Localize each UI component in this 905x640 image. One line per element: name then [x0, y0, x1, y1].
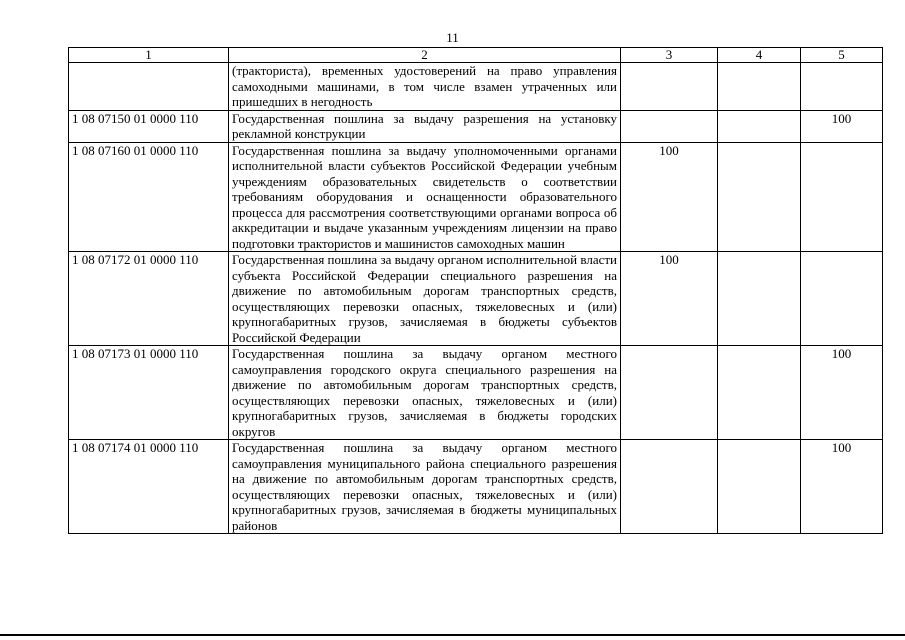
row-description: Государственная пошлина за выдачу разрешения на установку рекламной конструкции — [229, 110, 621, 142]
header-col-1: 1 — [69, 48, 229, 63]
row-description: Государственная пошлина за выдачу органом исполнительной власти субъекта Российской Федерации специального разрешения на движение по автомобильным дорогам транспортных средств, осуществляющих перевозки опасных, тяжеловесных и (или) крупногабаритных грузов, зачисляемая в бюджеты субъектов Российской Федерации — [229, 252, 621, 346]
table-row — [69, 142, 883, 252]
row-description: Государственная пошлина за выдачу органом местного самоуправления муниципального района специального разрешения на движение по автомобильным дорогам транспортных средств, осуществляющих перевозки опасных, тяжеловесных и (или) крупногабаритных грузов, зачисляемая в бюджеты муниципальных районов — [229, 440, 621, 534]
row-description: Государственная пошлина за выдачу уполномоченными органами исполнительной власти субъектов Российской Федерации учебным учреждениям образовательных свидетельств о соответствии требованиям оборудования и оснащенности образовательного процесса для рассмотрения соответствующими органами вопроса об аккредитации и выдаче указанным учреждениям лицензии на право подготовки трактористов и машинистов самоходных машин — [229, 142, 621, 252]
row-code: 1 08 07174 01 0000 110 — [69, 440, 229, 534]
header-col-3: 3 — [621, 48, 718, 63]
page-bottom-rule — [0, 634, 905, 636]
row-description: Государственная пошлина за выдачу органом местного самоуправления городского округа специального разрешения на движение по автомобильным дорогам транспортных средств, осуществляющих перевозки опасных, тяжеловесных и (или) крупногабаритных грузов, зачисляемая в бюджеты городских округов — [229, 346, 621, 440]
row-code: 1 08 07172 01 0000 110 — [69, 252, 229, 346]
row-col4 — [718, 110, 801, 142]
row-col3: 100 — [621, 142, 718, 252]
row-col5: 100 — [801, 110, 883, 142]
row-col4 — [718, 63, 801, 111]
table-row — [69, 252, 883, 346]
page-number: 11 — [446, 30, 459, 45]
fees-table — [68, 47, 883, 534]
row-col3 — [621, 440, 718, 534]
row-code — [69, 63, 229, 111]
row-col4 — [718, 252, 801, 346]
row-code: 1 08 07173 01 0000 110 — [69, 346, 229, 440]
table-row — [69, 440, 883, 534]
row-col3 — [621, 110, 718, 142]
row-col5: 100 — [801, 346, 883, 440]
row-code: 1 08 07150 01 0000 110 — [69, 110, 229, 142]
header-col-5: 5 — [801, 48, 883, 63]
header-col-2: 2 — [229, 48, 621, 63]
row-code: 1 08 07160 01 0000 110 — [69, 142, 229, 252]
table-row — [69, 63, 883, 111]
row-col5 — [801, 252, 883, 346]
row-col4 — [718, 346, 801, 440]
row-col5: 100 — [801, 440, 883, 534]
row-col3 — [621, 63, 718, 111]
row-col4 — [718, 142, 801, 252]
row-description: (тракториста), временных удостоверений на право управления самоходными машинами, в том числе взамен утраченных или пришедших в негодность — [229, 63, 621, 111]
table-row — [69, 346, 883, 440]
table-header-row — [69, 48, 883, 63]
row-col4 — [718, 440, 801, 534]
table-row — [69, 110, 883, 142]
row-col5 — [801, 142, 883, 252]
row-col5 — [801, 63, 883, 111]
row-col3 — [621, 346, 718, 440]
header-col-4: 4 — [718, 48, 801, 63]
row-col3: 100 — [621, 252, 718, 346]
